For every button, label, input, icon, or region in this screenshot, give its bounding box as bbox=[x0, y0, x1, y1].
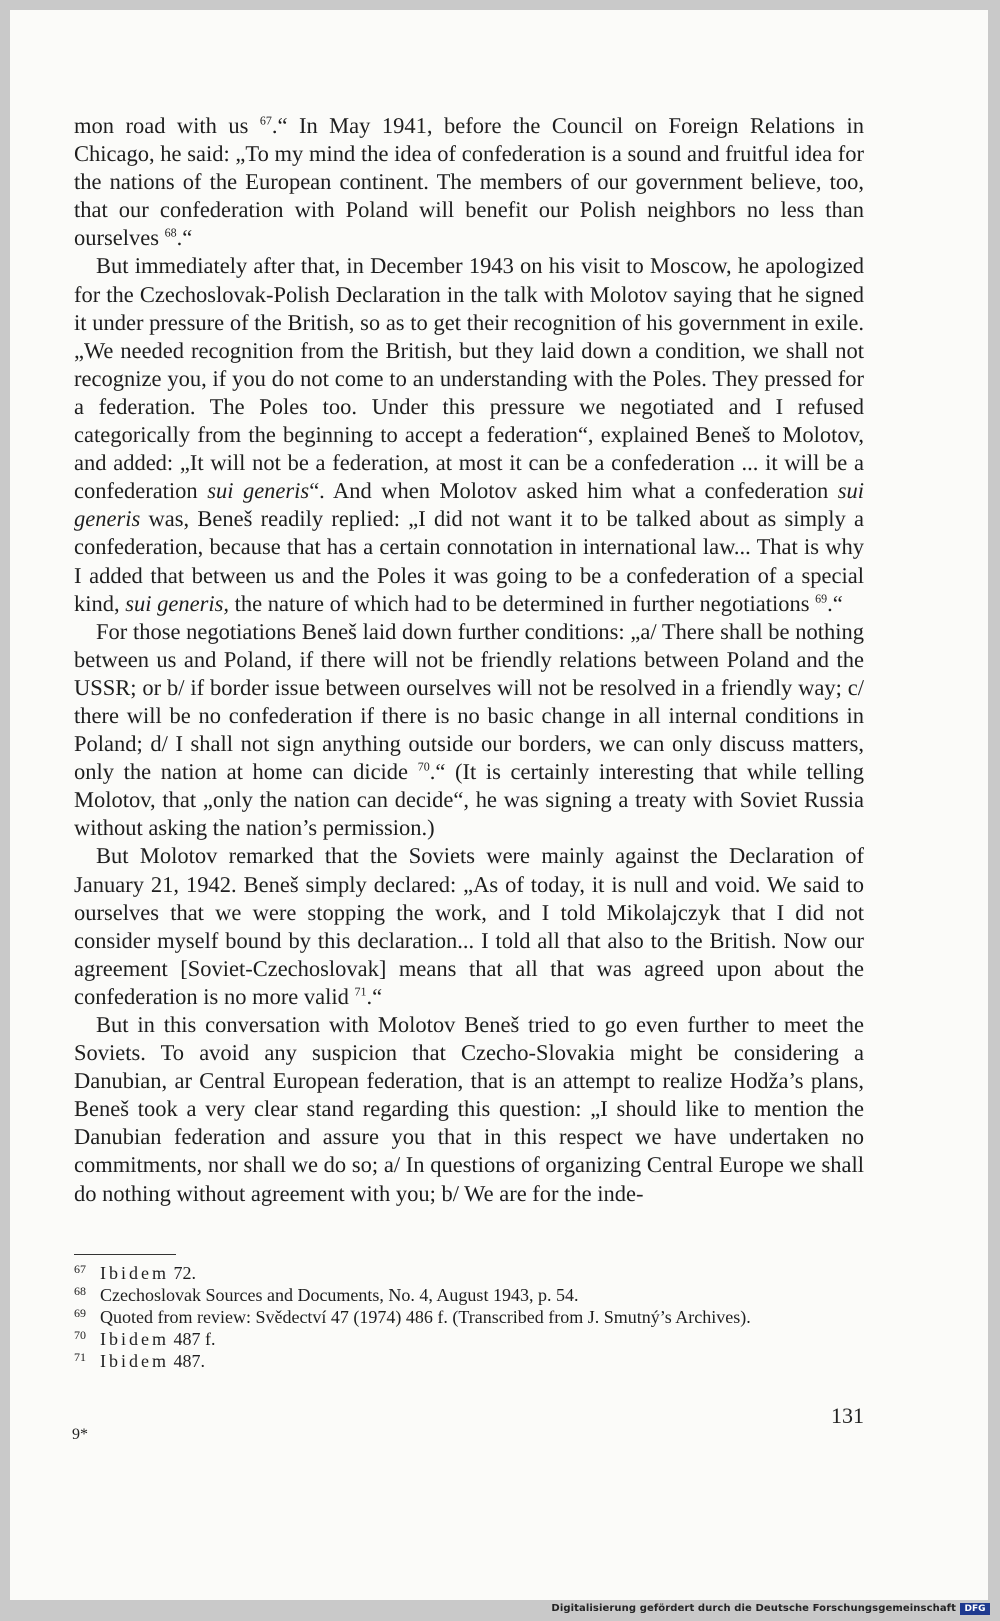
text-run: But Molotov remarked that the Soviets were mainly against the Declaration of January 21, 1942. Beneš simply declared: „As of today, it is null and void. We said to ourselves that we were stopping the work, and I told Mikolajczyk that I did not consider myself bound by this declaration... I told all that also to the British. Now our agreement [Soviet-Czechoslovak] means that all that was agreed upon about the confederation is no more valid bbox=[74, 843, 864, 1009]
digitization-credit: Digitalisierung gefördert durch die Deutsche Forschungsgemeinschaft bbox=[551, 1603, 956, 1614]
dfg-logo: DFG bbox=[960, 1603, 990, 1615]
paragraph bbox=[74, 112, 864, 252]
page-number: 131 bbox=[831, 1403, 864, 1428]
footnote bbox=[74, 1350, 864, 1372]
spaced-text: Ibidem bbox=[100, 1329, 169, 1349]
paragraph bbox=[74, 842, 864, 1011]
text-run: For those negotiations Beneš laid down further conditions: „a/ There shall be nothing between us and Poland, if there will not be friendly relations between Poland and the USSR; or b/ if border issue between ourselves will not be resolved in a friendly way; c/ there will be no confederation if there is no basic change in all internal conditions in Poland; d/ I shall not sign anything outside our borders, we can only discuss matters, only the nation at home can dicide bbox=[74, 618, 864, 785]
text-run: the nature of which had to be determined in further negotiations bbox=[229, 590, 816, 616]
footnote-number: 71 bbox=[74, 1350, 86, 1364]
text-run: But in this conversation with Molotov Beneš tried to go even further to meet the Soviets. To avoid any suspicion that Czecho-Slovakia might be considering a Danubian, ar Central European federation, that is an attempt to realize Hodža’s plans, Beneš took a very clear stand regarding this question: „I should like to mention the Danubian federation and assure you that in this respect we have undertaken no commitments, nor shall we do so; a/ In questions of organizing Central Europe we shall do nothing without agreement with you; b/ We are for the inde- bbox=[74, 1012, 864, 1206]
text-run: Quoted from review: Svědectví 47 (1974) 486 f. (Transcribed from J. Smutný’s Archives). bbox=[100, 1307, 751, 1327]
text-run: But immediately after that, in December 1943 on his visit to Moscow, he apologized for the Czechoslovak-Polish Declaration in the talk with Molotov saying that he signed it under pressure of the British, so as to get their recognition of his government in exile. „We needed recognition from the British, but they laid down a condition, we shall not recognize you, if you do not come to an understanding with the Poles. They pressed for a federation. The Poles too. Under this pressure we negotiated and I refused categorically from the beginning to accept a federation“, explained Beneš to Molotov, and added: „It will not be a federation, at most it can be a confederation ... it will be a confederation bbox=[74, 253, 864, 504]
footnote-number: 69 bbox=[74, 1306, 86, 1320]
text-run: Czechoslovak Sources and Documents, No. 4, August 1943, p. 54. bbox=[100, 1285, 579, 1305]
text-run: was, Beneš readily replied: „I did not want it to be talked about as simply a confederation, because that has a certain connotation in international law... That is why I added that between us and the Poles it was going to be a confederation of a special kind, bbox=[74, 506, 864, 616]
text-run: 487 f. bbox=[169, 1329, 216, 1349]
paragraph bbox=[74, 252, 864, 617]
paragraph bbox=[74, 1011, 864, 1208]
italic-text: sui generis bbox=[74, 478, 864, 532]
text-run: mon road with us bbox=[74, 113, 260, 138]
body-text bbox=[74, 112, 864, 1208]
footnote bbox=[74, 1284, 864, 1306]
text-run: 487. bbox=[169, 1351, 205, 1371]
text-run: .“ In May 1941, before the Council on Foreign Relations in Chicago, he said: „To my mind the idea of confederation is a sound and fruitful idea for the nations of the European continent. The members of our government believe, too, that our confederation with Poland will benefit our Polish neighbors no less than ourselves bbox=[74, 113, 864, 251]
text-run: 72. bbox=[169, 1263, 196, 1283]
footnote-reference: 71 bbox=[354, 984, 367, 999]
footnote bbox=[74, 1306, 864, 1328]
italic-text: sui generis, bbox=[125, 590, 230, 616]
italic-text: sui generis bbox=[207, 478, 310, 504]
footnotes bbox=[74, 1262, 864, 1372]
footnote-reference: 69 bbox=[815, 591, 828, 606]
footnote-number: 67 bbox=[74, 1262, 86, 1276]
footnote-reference: 68 bbox=[164, 225, 177, 240]
text-run: .“ bbox=[827, 590, 843, 616]
spaced-text: Ibidem bbox=[100, 1351, 169, 1371]
paragraph bbox=[74, 618, 864, 843]
footnote-reference: 70 bbox=[417, 759, 430, 774]
footnote-number: 68 bbox=[74, 1284, 86, 1298]
text-run: .“ bbox=[176, 225, 193, 251]
footnote-separator bbox=[74, 1254, 176, 1255]
text-run: .“ (It is certainly interesting that while telling Molotov, that „only the nation can decide“, he was signing a treaty with Soviet Russia without asking the nation’s permission.) bbox=[74, 759, 864, 841]
text-run: “. And when Molotov asked him what a confederation bbox=[309, 478, 838, 504]
signature-mark: 9* bbox=[72, 1426, 88, 1443]
footnote bbox=[74, 1262, 864, 1284]
footnote bbox=[74, 1328, 864, 1350]
footnote-reference: 67 bbox=[259, 113, 272, 128]
text-run: .“ bbox=[366, 983, 383, 1009]
footnote-number: 70 bbox=[74, 1328, 86, 1342]
spaced-text: Ibidem bbox=[100, 1263, 169, 1283]
